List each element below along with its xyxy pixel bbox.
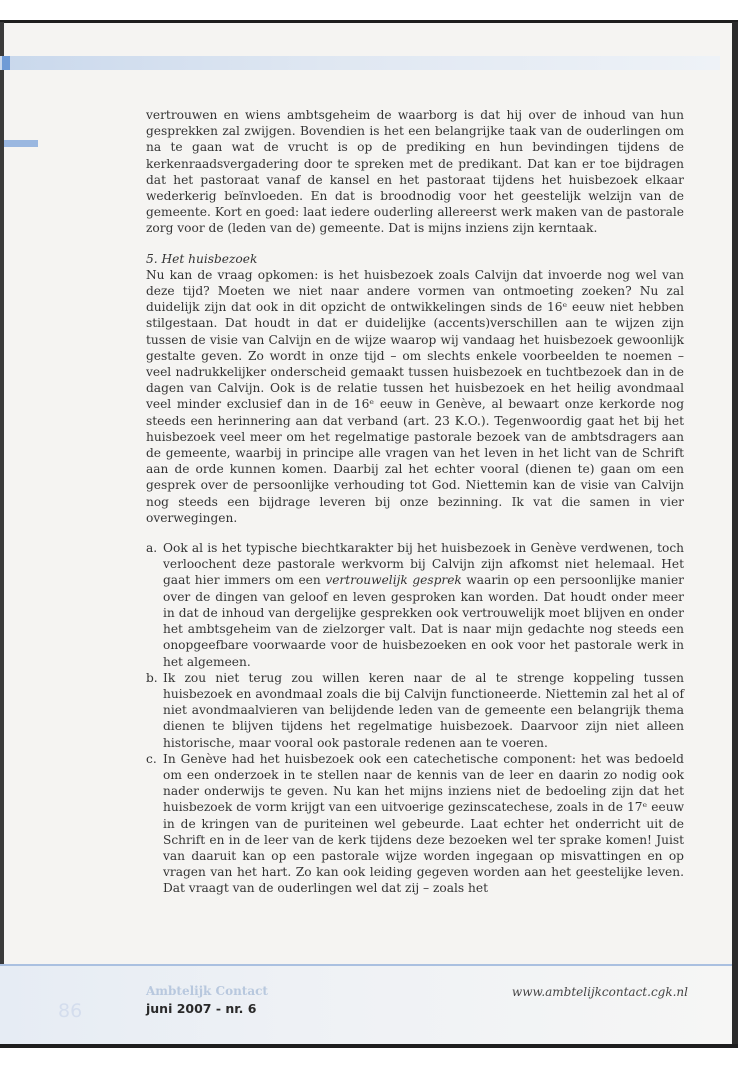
intro-paragraph: vertrouwen en wiens ambtsgeheim de waarborg is dat hij over de inhoud van hun gesprekken zal zwijgen. Bovendien is het een belangrijke taak van de ouderlingen om na te gaan wat de vrucht is op de prediking en hun bevindingen tijdens de kerkenraadsvergadering door te spreken met de predikant. Dat kan er toe bijdragen dat het pastoraat vanaf de kansel en het pastoraat tijdens het huisbezoek elkaar wederkerig beïnvloeden. En dat is broodnodig voor het geestelijk welzijn van de gemeente. Kort en goed: laat iedere ouderling allereerst werk maken van de pastorale zorg voor de (leden van de) gemeente. Dat is mijns inziens zijn kerntaak. bbox=[146, 108, 684, 236]
list-item-text: Ik zou niet terug zou willen keren naar de al te strenge koppeling tussen huisbezoek en avondmaal zoals die bij Calvijn functioneerde. Niettemin zal het al of niet avondmaalvieren van belijdende leden van de gemeente een belangrijk thema dienen te blijven tijdens het regelmatige huisbezoek. Daarvoor zijn niet alleen historische, maar vooral ook pastorale redenen aan te voeren. bbox=[163, 670, 684, 750]
list-item-text-continued: waarin op een persoonlijke manier over de dingen van geloof en leven gesproken kan worden. Dat houdt onder meer in dat de inhoud van dergelijke gesprekken ook vertrouwelijk moet blijven en onder het ambtsgeheim van de zielzorger valt. Dat is naar mijn gedachte nog steeds een onopgeefbare voorwaarde voor de huisbezoeken en ook voor het pastorale werk in het algemeen. bbox=[163, 573, 684, 669]
list-item-emphasis: vertrouwelijk gesprek bbox=[325, 573, 462, 588]
left-border bbox=[0, 22, 4, 1068]
bottom-margin bbox=[0, 1048, 738, 1068]
list-marker: c. bbox=[146, 751, 157, 766]
list-item bbox=[146, 540, 684, 670]
list-item bbox=[146, 751, 684, 897]
list-item-text: In Genève had het huisbezoek ook een catechetische component: het was bedoeld om een onderzoek in te stellen naar de kennis van de leer en daarin zo nodig ook nader onderwijs te geven. Nu kan het mijns inziens niet de bedoeling zijn dat het huisbezoek de vorm krijgt van een uitvoerige gezinscatechese, zoals in de 17ᵉ eeuw in de kringen van de puriteinen wel gebeurde. Laat echter het onderricht uit de Schrift en in de leer van de kerk tijdens deze bezoeken wel ter sprake komen! Juist van daaruit kan op een pastorale wijze worden ingegaan op misvattingen en op vragen van het hart. Zo kan ook leiding gegeven worden aan het geestelijke leven. Dat vraagt van de ouderlingen wel dat zij – zoals het bbox=[163, 751, 684, 896]
header-band-tab bbox=[2, 56, 10, 70]
side-marker bbox=[4, 140, 38, 147]
paragraph-gap bbox=[146, 526, 684, 540]
top-margin bbox=[0, 0, 738, 22]
right-border bbox=[732, 22, 738, 1068]
section-paragraph: Nu kan de vraag opkomen: is het huisbezoek zoals Calvijn dat invoerde nog wel van deze tijd? Moeten we niet naar andere vormen van ontmoeting zoeken? Nu zal duidelijk zijn dat ook in dit opzicht de ontwikkelingen sinds de 16ᵉ eeuw niet hebben stilgestaan. Dat houdt in dat er duidelijke (accents)verschillen aan te wijzen zijn tussen de visie van Calvijn en de wijze waarop wij vandaag het huisbezoek gewoonlijk gestalte geven. Zo wordt in onze tijd – om slechts enkele voorbeelden te noemen – veel nadrukkelijker onderscheid gemaakt tussen huisbezoek en tuchtbezoek dan in de dagen van Calvijn. Ook is de relatie tussen het huisbezoek en het heilig avondmaal veel minder exclusief dan in de 16ᵉ eeuw in Genève, al bewaart onze kerkorde nog steeds een herinnering aan dat verband (art. 23 K.O.). Tegenwoordig gaat het bij het huisbezoek veel meer om het regelmatige pastorale bezoek van de ambtsdragers aan de gemeente, waarbij in principe alle vragen van het leven in het licht van de Schrift aan de orde kunnen komen. Daarbij zal het echter vooral (dienen te) gaan om een gesprek over de persoonlijke verhouding tot God. Niettemin kan de visie van Calvijn nog steeds een bijdrage leveren bij onze bezinning. Ik vat die samen in vier overwegingen. bbox=[146, 267, 684, 525]
section-heading: 5. Het huisbezoek bbox=[146, 251, 258, 266]
considerations-list bbox=[146, 540, 684, 896]
top-border-rule bbox=[0, 20, 738, 23]
page-number: 86 bbox=[58, 1000, 83, 1022]
journal-name: Ambtelijk Contact bbox=[146, 984, 268, 998]
list-marker: a. bbox=[146, 541, 158, 556]
article-body bbox=[146, 107, 684, 897]
footer-band bbox=[0, 966, 732, 1044]
list-item bbox=[146, 670, 684, 751]
header-color-band bbox=[0, 56, 720, 70]
issue-label: juni 2007 - nr. 6 bbox=[146, 1001, 257, 1016]
list-marker: b. bbox=[146, 670, 158, 685]
website-link[interactable]: www.ambtelijkcontact.cgk.nl bbox=[511, 985, 688, 999]
list-item-text: Ook al is het typische biechtkarakter bij het huisbezoek in Genève verdwenen, toch verloochent deze pastorale werkvorm bij Calvijn zijn afkomst niet helemaal. Het gaat hier immers om een bbox=[163, 541, 684, 588]
